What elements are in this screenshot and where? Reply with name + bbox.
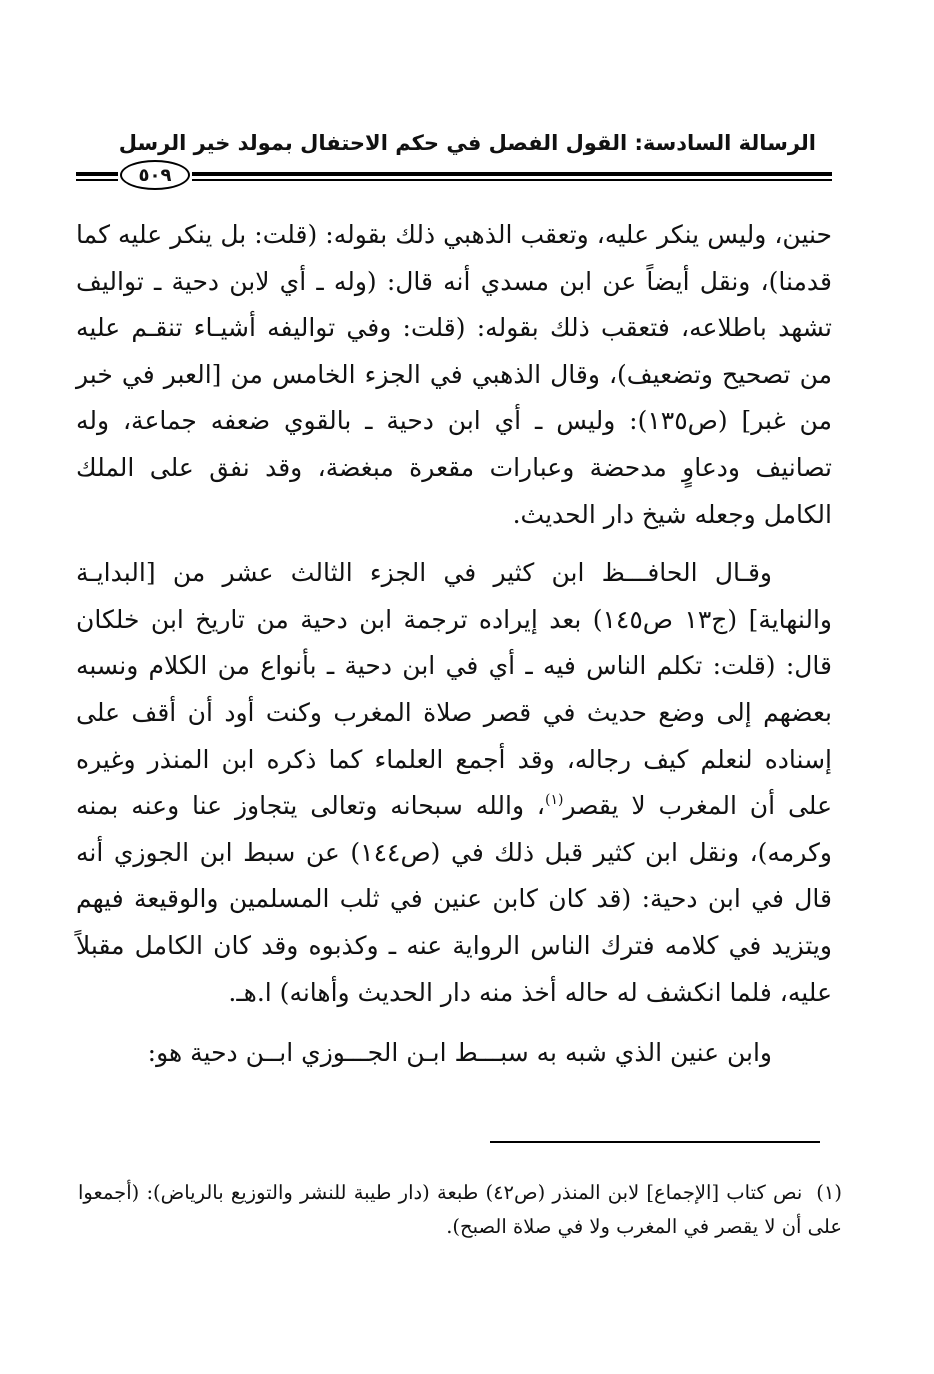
paragraph-2-text-a: وقـال الحافـــظ ابن كثير في الجزء الثالث عشر من [البدايـة والنهاية] (ج١٣ ص١٤٥) بعد إيراده ترجمة ابن دحية من تاريخ ابن خلكان قال: (قلت: تكلم الناس فيه ـ أي في ابن دحية ـ بأنواع من الكلام ونسبه بعضهم إلى وضع حديث في قصر صلاة المغرب وكنت أود أن أقف على إسناده لنعلم كيف رجاله، وقد أجمع العلماء كما ذكره ابن المنذر وغيره على أن المغرب لا يقصر [76,558,833,821]
footnote-marker: (١) [816,1181,842,1204]
page-number: ٥٠٩ [120,160,190,190]
footnote-reference[interactable]: (١) [544,792,564,809]
header-rule [76,172,118,176]
header-rule [192,179,832,181]
header-rule [192,172,832,176]
running-header-title: الرسالة السادسة: القول الفصل في حكم الاحتفال بمولد خير الرسل [118,131,816,155]
footnote-text: نص كتاب [الإجماع] لابن المنذر (ص٤٢) طبعة (دار طيبة للنشر والتوزيع بالرياض): (أجمعوا على أن لا يقصر في المغرب ولا في صلاة الصبح). [78,1181,842,1238]
paragraph-3: وابن عنين الذي شبه به سبـــط ابـن الجـــوزي ابــن دحية هو: [147,1038,772,1068]
paragraph-1: حنين، وليس ينكر عليه، وتعقب الذهبي ذلك بقوله: (قلت: بل ينكر عليه كما قدمنا)، ونقل أيضاً عن ابن مسدي أنه قال: (وله ـ أي لابن دحية ـ تواليف تشهد باطلاعه، فتعقب ذلك بقوله: (قلت: وفي تواليفه أشيـاء تنقـم عليه من تصحيح وتضعيف)، وقال الذهبي في الجزء الخامس من [العبر في خبر من غبر] (ص١٣٥): وليس ـ أي ابن دحية ـ بالقوي ضعفه جماعة، وله تصانيف ودعاوٍ مدحضة وعبارات مقعرة مبغضة، وقد نفق على الملك الكامل وجعله شيخ دار الحديث. [76,220,832,529]
paragraph-2-text-b: ، والله سبحانه وتعالى يتجاوز عنا وعنه بمنه وكرمه)، ونقل ابن كثير قبل ذلك في (ص١٤٤) عن سبط ابن الجوزي أنه قال في ابن دحية: (قد كان كابن عنين في ثلب المسلمين والوقيعة فيهم ويتزيد في كلامه فترك الناس الرواية عنه ـ وكذبوه وقد كان الكامل مقبلاً عليه، فلما انكشف له حاله أخذ منه دار الحديث وأهانه) ا.هـ. [76,791,833,1007]
footnote [78,1176,842,1244]
header-rule [76,179,118,181]
main-text [76,212,832,1077]
footnote-separator [490,1141,820,1143]
paragraph-2 [76,550,832,1016]
